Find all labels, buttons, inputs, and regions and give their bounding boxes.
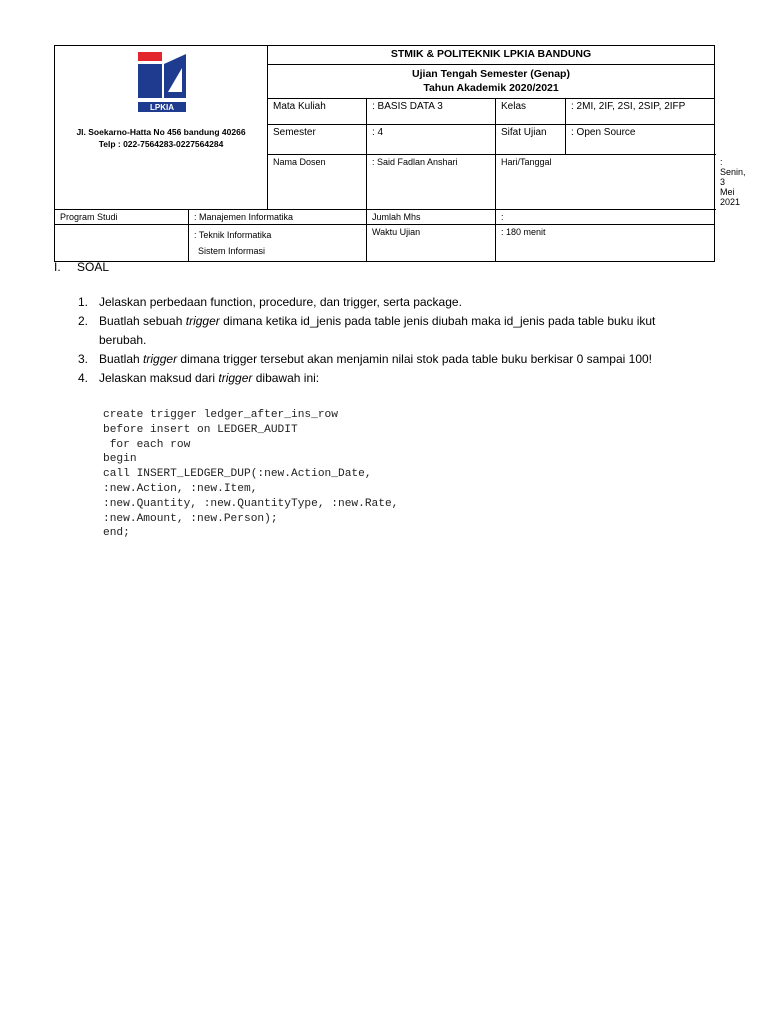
question-keyword: trigger	[143, 352, 178, 366]
question-number: 1.	[78, 295, 89, 309]
mata-kuliah-value: : BASIS DATA 3	[367, 99, 496, 125]
semester-label: Semester	[268, 125, 367, 155]
question-keyword: trigger	[185, 314, 220, 328]
section-title: SOAL	[77, 260, 110, 274]
section-number: I.	[54, 260, 61, 274]
waktu-value: : 180 menit	[496, 225, 715, 262]
dosen-label: Nama Dosen	[268, 155, 367, 210]
question-item	[78, 369, 698, 388]
logo-cell	[55, 46, 268, 210]
logo-red-bar	[138, 52, 162, 61]
question-text: Jelaskan perbedaan function, procedure, dan trigger, serta package.	[99, 295, 462, 309]
question-number: 3.	[78, 352, 89, 366]
question-item	[78, 312, 698, 350]
prodi-si: Sistem Informasi	[198, 246, 266, 256]
lpkia-logo	[138, 52, 188, 116]
address-line: Jl. Soekarno-Hatta No 456 bandung 40266	[76, 127, 246, 137]
phone-line: Telp : 022-7564283-0227564284	[98, 139, 224, 149]
address-block	[55, 126, 267, 150]
kelas-label: Kelas	[496, 99, 566, 125]
semester-value: : 4	[367, 125, 496, 155]
question-text-before: Jelaskan maksud dari	[99, 371, 219, 385]
empty-cell	[55, 225, 189, 262]
section-heading	[54, 260, 109, 274]
question-text-after: dimana trigger tersebut akan menjamin nilai stok pada table buku berkisar 0 sampai 100!	[177, 352, 652, 366]
question-text-before: Buatlah	[99, 352, 144, 366]
jumlah-mhs-value: :	[496, 210, 715, 225]
question-text-before: Buatlah sebuah	[99, 314, 186, 328]
institution-name: STMIK & POLITEKNIK LPKIA BANDUNG	[268, 46, 715, 65]
question-item	[78, 293, 698, 312]
question-number: 2.	[78, 314, 89, 328]
dosen-value: : Said Fadlan Anshari	[367, 155, 496, 210]
logo-left-block	[138, 64, 162, 98]
sifat-ujian-label: Sifat Ujian	[496, 125, 566, 155]
mata-kuliah-label: Mata Kuliah	[268, 99, 367, 125]
prodi-value: : Manajemen Informatika	[189, 210, 367, 225]
question-text-after: dimana ketika id_jenis pada table jenis diubah maka id_jenis pada table buku ikut berubah.	[99, 314, 656, 347]
question-item	[78, 350, 698, 369]
prodi-ti: : Teknik Informatika	[194, 230, 272, 240]
trigger-code-block: create trigger ledger_after_ins_row before insert on LEDGER_AUDIT for each row begin call INSERT_LEDGER_DUP(:new.Action_Date, :new.Action, :new.Item, :new.Quantity, :new.QuantityType, :new.Rate, :new.Amount, :new.Person); end;	[103, 409, 399, 540]
exam-title: Ujian Tengah Semester (Genap)	[412, 68, 570, 80]
exam-title-cell	[268, 65, 715, 99]
waktu-label: Waktu Ujian	[367, 225, 496, 262]
jumlah-mhs-label: Jumlah Mhs	[367, 210, 496, 225]
prodi-extra	[189, 225, 367, 262]
question-list	[78, 293, 698, 388]
sifat-ujian-value: : Open Source	[566, 125, 715, 155]
logo-text: LPKIA	[150, 103, 174, 112]
prodi-label: Program Studi	[55, 210, 189, 225]
question-keyword: trigger	[218, 371, 253, 385]
tanggal-label: Hari/Tanggal	[496, 155, 715, 210]
academic-year: Tahun Akademik 2020/2021	[423, 82, 559, 94]
question-text-after: dibawah ini:	[252, 371, 320, 385]
exam-header-table: LPKIA Jl. Soekarno-Hatta No 456 bandung 40266 Telp : 022-7564283-0227564284 STMIK & POLITEKNIK LPKIA BANDUNG Ujian Tengah Semester (Genap) Tahun Akademik 2020/2021 Mata Kuliah : BASIS DATA 3 Kelas : 2MI, 2IF, 2SI, 2SIP, 2IFP Semester : 4 Sifat Ujian : Open Source Nama Dosen : Said Fadlan Anshari Hari/Tanggal : Senin, 3 Mei 2021 Program Studi : Manajemen Informatika Jumlah Mhs : : Teknik Informatika Sistem Informasi Waktu Ujian : 180 menit	[54, 45, 715, 262]
question-number: 4.	[78, 371, 89, 385]
kelas-value: : 2MI, 2IF, 2SI, 2SIP, 2IFP	[566, 99, 715, 125]
